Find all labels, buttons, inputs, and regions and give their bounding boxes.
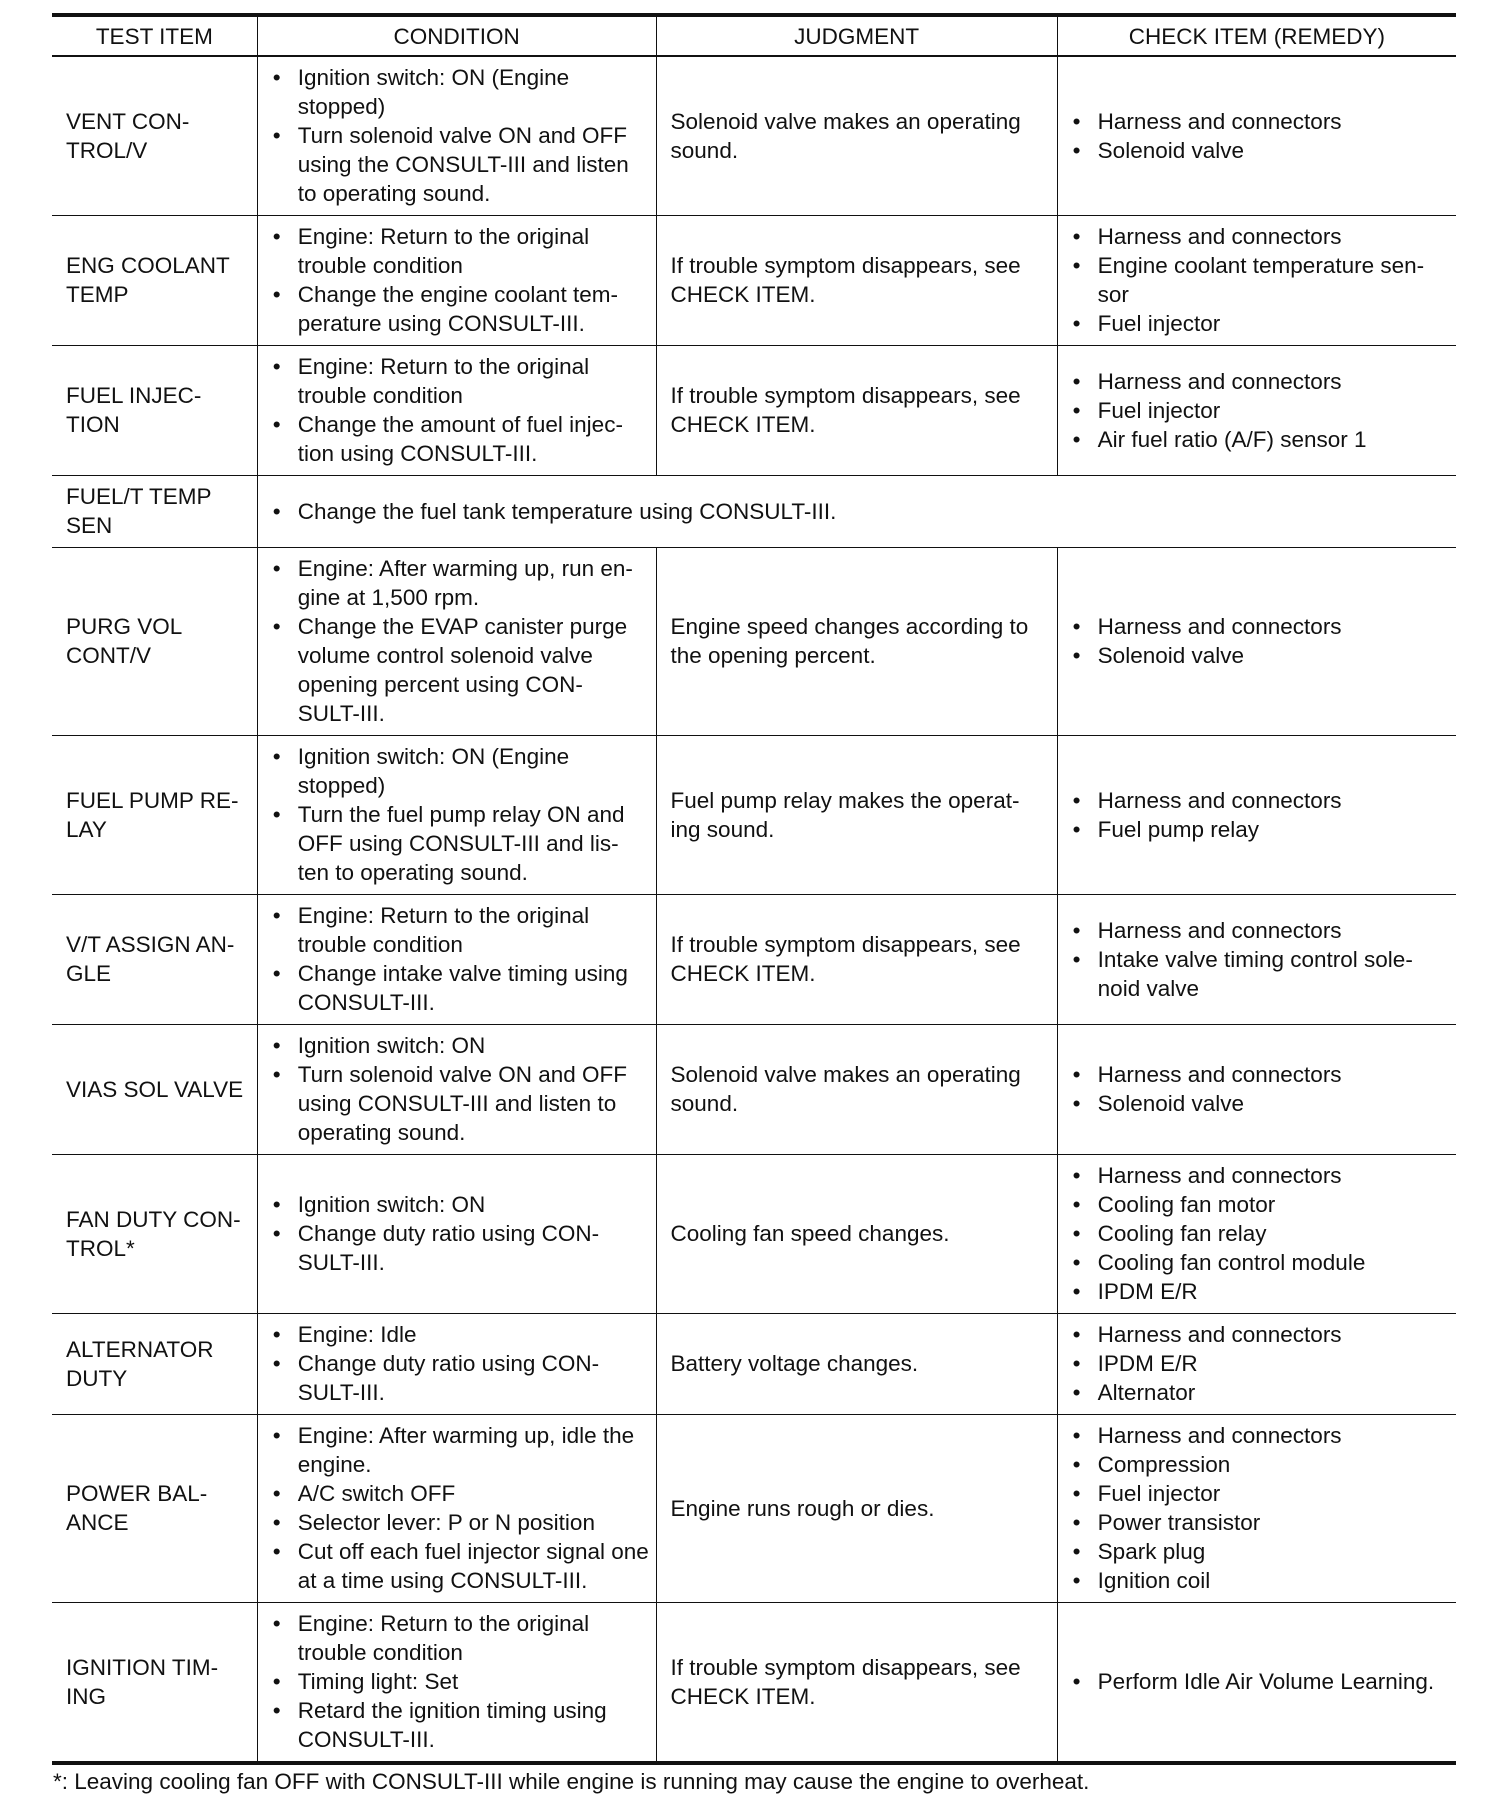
judgment-cell xyxy=(656,1155,1057,1314)
judgment-cell xyxy=(656,548,1057,736)
condition-bullet: • Ignition switch: ON xyxy=(272,1031,650,1060)
condition-cell xyxy=(257,1025,656,1155)
condition-bullet: • Change the EVAP canister purge volume control solenoid valve opening percent using CON- SULT-III. xyxy=(272,612,650,728)
condition-cell xyxy=(257,216,656,346)
judgment-cell xyxy=(656,346,1057,476)
remedy-bullet: • Air fuel ratio (A/F) sensor 1 xyxy=(1072,425,1452,454)
remedy-cell xyxy=(1057,1025,1456,1155)
remedy-bullet: • Harness and connectors xyxy=(1072,916,1452,945)
header-condition: CONDITION xyxy=(257,15,656,56)
table-row xyxy=(52,1603,1456,1764)
condition-bullet: • Turn solenoid valve ON and OFF using CONSULT-III and listen to operating sound. xyxy=(272,1060,650,1147)
header-check-item: CHECK ITEM (REMEDY) xyxy=(1057,15,1456,56)
condition-cell xyxy=(257,895,656,1025)
judgment-text: If trouble symptom disappears, see CHECK ITEM. xyxy=(670,253,1021,307)
condition-cell xyxy=(257,548,656,736)
condition-cell xyxy=(257,56,656,216)
remedy-bullet: • IPDM E/R xyxy=(1072,1277,1452,1306)
condition-bullet: • Change intake valve timing using CONSULT-III. xyxy=(272,959,650,1017)
header-test-item: TEST ITEM xyxy=(52,15,257,56)
test-item-cell xyxy=(52,548,257,736)
test-item-name: IGNITION TIM- ING xyxy=(66,1654,219,1709)
remedy-bullet: • Spark plug xyxy=(1072,1537,1452,1566)
condition-bullet: • Change duty ratio using CON- SULT-III. xyxy=(272,1349,650,1407)
condition-cell xyxy=(257,1603,656,1764)
condition-bullet: • Cut off each fuel injector signal one at a time using CONSULT-III. xyxy=(272,1537,650,1595)
test-item-name: FAN DUTY CON- TROL* xyxy=(66,1206,241,1261)
remedy-bullet: • Harness and connectors xyxy=(1072,222,1452,251)
condition-bullet: • Engine: Return to the original trouble condition xyxy=(272,1609,650,1667)
judgment-text: If trouble symptom disappears, see CHECK ITEM. xyxy=(670,932,1021,986)
table-row xyxy=(52,216,1456,346)
remedy-cell xyxy=(1057,1603,1456,1764)
remedy-bullet: • Solenoid valve xyxy=(1072,1089,1452,1118)
test-item-cell xyxy=(52,1603,257,1764)
condition-cell xyxy=(257,736,656,895)
merged-condition-cell xyxy=(257,476,1456,548)
remedy-bullet: • Harness and connectors xyxy=(1072,107,1452,136)
remedy-bullet: • Harness and connectors xyxy=(1072,1421,1452,1450)
remedy-bullet: • Cooling fan motor xyxy=(1072,1190,1452,1219)
remedy-cell xyxy=(1057,1155,1456,1314)
remedy-cell xyxy=(1057,1314,1456,1415)
condition-bullet: • Engine: Return to the original trouble condition xyxy=(272,901,650,959)
remedy-bullet: • Harness and connectors xyxy=(1072,1161,1452,1190)
test-item-name: VIAS SOL VALVE xyxy=(66,1076,244,1102)
condition-cell xyxy=(257,1314,656,1415)
remedy-bullet: • Cooling fan control module xyxy=(1072,1248,1452,1277)
judgment-text: Solenoid valve makes an operating sound. xyxy=(670,108,1021,163)
condition-bullet: • Change the engine coolant tem- perature using CONSULT-III. xyxy=(272,280,650,338)
condition-bullet: • Turn solenoid valve ON and OFF using the CONSULT-III and listen to operating sound. xyxy=(272,121,650,208)
remedy-bullet: • Compression xyxy=(1072,1450,1452,1479)
table-row xyxy=(52,895,1456,1025)
judgment-cell xyxy=(656,895,1057,1025)
remedy-cell xyxy=(1057,216,1456,346)
condition-bullet: • Ignition switch: ON (Engine stopped) xyxy=(272,63,650,121)
judgment-cell xyxy=(656,216,1057,346)
judgment-text: If trouble symptom disappears, see CHECK ITEM. xyxy=(670,1654,1021,1709)
test-item-cell xyxy=(52,56,257,216)
remedy-bullet: • Alternator xyxy=(1072,1378,1452,1407)
condition-bullet: • Turn the fuel pump relay ON and OFF using CONSULT-III and lis- ten to operating sound. xyxy=(272,800,650,887)
judgment-cell xyxy=(656,1025,1057,1155)
condition-bullet: • Retard the ignition timing using CONSULT-III. xyxy=(272,1696,650,1754)
judgment-text: Engine runs rough or dies. xyxy=(670,1495,935,1521)
condition-cell xyxy=(257,1155,656,1314)
header-row xyxy=(52,15,1456,56)
judgment-cell xyxy=(656,1603,1057,1764)
table-row xyxy=(52,1155,1456,1314)
remedy-bullet: • Fuel pump relay xyxy=(1072,815,1452,844)
judgment-cell xyxy=(656,1314,1057,1415)
header-judgment: JUDGMENT xyxy=(656,15,1057,56)
condition-bullet: • Change duty ratio using CON- SULT-III. xyxy=(272,1219,650,1277)
remedy-bullet: • Perform Idle Air Volume Learning. xyxy=(1072,1667,1452,1696)
remedy-bullet: • Cooling fan relay xyxy=(1072,1219,1452,1248)
table-row xyxy=(52,476,1456,548)
test-item-cell xyxy=(52,1314,257,1415)
remedy-bullet: • Harness and connectors xyxy=(1072,1060,1452,1089)
page xyxy=(52,13,1456,1796)
judgment-cell xyxy=(656,736,1057,895)
table-row xyxy=(52,1314,1456,1415)
judgment-text: Solenoid valve makes an operating sound. xyxy=(670,1062,1021,1116)
test-item-name: FUEL INJEC- TION xyxy=(66,383,202,437)
remedy-bullet: • Engine coolant temperature sen- sor xyxy=(1072,251,1452,309)
table-row xyxy=(52,736,1456,895)
test-item-name: VENT CON- TROL/V xyxy=(66,108,190,163)
remedy-bullet: • Fuel injector xyxy=(1072,396,1452,425)
test-item-cell xyxy=(52,1025,257,1155)
remedy-cell xyxy=(1057,895,1456,1025)
remedy-cell xyxy=(1057,56,1456,216)
table-row xyxy=(52,548,1456,736)
test-item-name: ALTERNATOR DUTY xyxy=(66,1336,214,1391)
judgment-text: Engine speed changes according to the opening percent. xyxy=(670,614,1029,668)
test-item-cell xyxy=(52,895,257,1025)
condition-bullet: • Selector lever: P or N position xyxy=(272,1508,650,1537)
judgment-cell xyxy=(656,1415,1057,1603)
condition-bullet: • Timing light: Set xyxy=(272,1667,650,1696)
remedy-bullet: • Power transistor xyxy=(1072,1508,1452,1537)
condition-bullet: • Engine: Return to the original trouble condition xyxy=(272,222,650,280)
remedy-bullet: • Solenoid valve xyxy=(1072,641,1452,670)
condition-bullet: • Change the fuel tank temperature using CONSULT-III. xyxy=(272,497,1450,526)
remedy-cell xyxy=(1057,1415,1456,1603)
condition-bullet: • Ignition switch: ON (Engine stopped) xyxy=(272,742,650,800)
remedy-bullet: • Harness and connectors xyxy=(1072,612,1452,641)
condition-bullet: • Engine: After warming up, idle the engine. xyxy=(272,1421,650,1479)
condition-bullet: • Engine: Return to the original trouble condition xyxy=(272,352,650,410)
test-item-name: POWER BAL- ANCE xyxy=(66,1481,208,1535)
test-item-cell xyxy=(52,476,257,548)
table-row xyxy=(52,1415,1456,1603)
remedy-bullet: • Intake valve timing control sole- noid valve xyxy=(1072,945,1452,1003)
remedy-cell xyxy=(1057,736,1456,895)
condition-bullet: • Ignition switch: ON xyxy=(272,1190,650,1219)
remedy-cell xyxy=(1057,548,1456,736)
test-item-name: V/T ASSIGN AN- GLE xyxy=(66,932,235,986)
remedy-bullet: • Ignition coil xyxy=(1072,1566,1452,1595)
remedy-bullet: • Harness and connectors xyxy=(1072,786,1452,815)
test-item-cell xyxy=(52,1415,257,1603)
table-row xyxy=(52,346,1456,476)
table-row xyxy=(52,56,1456,216)
test-item-name: PURG VOL CONT/V xyxy=(66,614,183,668)
remedy-cell xyxy=(1057,346,1456,476)
remedy-bullet: • Fuel injector xyxy=(1072,1479,1452,1508)
judgment-text: Cooling fan speed changes. xyxy=(670,1221,950,1246)
condition-bullet: • Engine: Idle xyxy=(272,1320,650,1349)
test-item-name: ENG COOLANT TEMP xyxy=(66,253,230,307)
condition-cell xyxy=(257,346,656,476)
active-test-table xyxy=(52,13,1456,1765)
test-item-cell xyxy=(52,216,257,346)
remedy-bullet: • IPDM E/R xyxy=(1072,1349,1452,1378)
footnote: *: Leaving cooling fan OFF with CONSULT-III while engine is running may cause the engine to overheat. xyxy=(53,1769,1090,1794)
table-body xyxy=(52,56,1456,1763)
table-row xyxy=(52,1025,1456,1155)
judgment-text: Battery voltage changes. xyxy=(670,1351,919,1376)
test-item-cell xyxy=(52,1155,257,1314)
remedy-bullet: • Harness and connectors xyxy=(1072,1320,1452,1349)
condition-cell xyxy=(257,1415,656,1603)
test-item-name: FUEL PUMP RE- LAY xyxy=(66,787,239,842)
test-item-cell xyxy=(52,736,257,895)
judgment-text: If trouble symptom disappears, see CHECK ITEM. xyxy=(670,383,1021,437)
condition-bullet: • A/C switch OFF xyxy=(272,1479,650,1508)
test-item-cell xyxy=(52,346,257,476)
judgment-cell xyxy=(656,56,1057,216)
remedy-bullet: • Fuel injector xyxy=(1072,309,1452,338)
test-item-name: FUEL/T TEMP SEN xyxy=(66,484,212,538)
remedy-bullet: • Solenoid valve xyxy=(1072,136,1452,165)
remedy-bullet: • Harness and connectors xyxy=(1072,367,1452,396)
condition-bullet: • Engine: After warming up, run en- gine at 1,500 rpm. xyxy=(272,554,650,612)
condition-bullet: • Change the amount of fuel injec- tion using CONSULT-III. xyxy=(272,410,650,468)
judgment-text: Fuel pump relay makes the operat- ing sound. xyxy=(670,787,1020,842)
